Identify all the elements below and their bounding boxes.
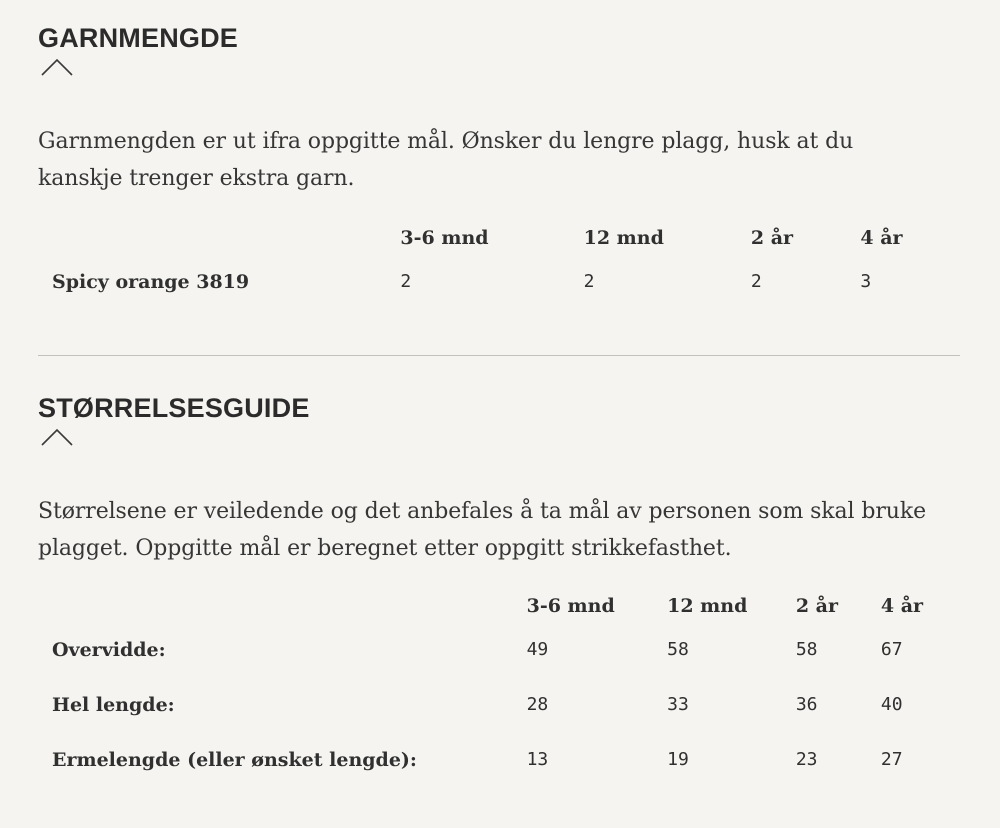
yarn-amount-section [38, 20, 960, 293]
table-cell: 2 [400, 271, 412, 292]
column-header: 2 år [750, 227, 794, 249]
yarn-amount-description: Garnmengden er ut ifra oppgitte mål. Ønsker du lengre plagg, husk at du kanskje trenger ekstra garn. [38, 129, 854, 191]
table-cell: 2 [750, 271, 762, 292]
column-header: 4 år [880, 595, 924, 617]
table-cell: 27 [880, 749, 903, 770]
column-header: 4 år [860, 227, 903, 249]
row-label: Ermelengde (eller ønsket lengde): [52, 748, 417, 771]
table-cell: 3 [860, 271, 872, 292]
table-cell: 67 [880, 639, 903, 660]
row-label: Spicy orange 3819 [52, 270, 250, 293]
table-cell: 13 [526, 749, 549, 770]
chevron-up-icon[interactable] [40, 426, 74, 448]
table-cell: 23 [795, 749, 818, 770]
table-cell: 36 [795, 694, 818, 715]
column-header [52, 590, 527, 622]
table-header-row [52, 222, 960, 254]
table-row [52, 622, 960, 677]
table-cell: 58 [667, 639, 689, 660]
table-row [52, 254, 960, 309]
table-row [52, 732, 960, 787]
table-cell: 40 [880, 694, 903, 715]
size-guide-description: Størrelsene er veiledende og det anbefales å ta mål av personen som skal bruke plagget. Oppgitte mål er beregnet etter oppgitt strikkefasthet. [38, 499, 927, 561]
size-guide-table [52, 590, 960, 787]
table-cell: 33 [667, 694, 689, 715]
column-header: 2 år [795, 595, 838, 617]
table-header-row [52, 590, 960, 622]
chevron-up-icon[interactable] [40, 56, 74, 78]
column-header [52, 222, 400, 254]
table-cell: 49 [526, 639, 549, 660]
table-cell: 2 [583, 271, 595, 292]
size-guide-section [38, 390, 960, 771]
size-guide-header[interactable] [38, 390, 438, 448]
table-cell: 19 [667, 749, 689, 770]
yarn-amount-title: GARNMENGDE [38, 23, 239, 53]
column-header: 12 mnd [583, 227, 664, 249]
section-divider [38, 355, 960, 356]
size-guide-title: STØRRELSESGUIDE [38, 393, 310, 423]
yarn-amount-header[interactable] [38, 20, 438, 78]
column-header: 12 mnd [667, 595, 748, 617]
column-header: 3-6 mnd [526, 595, 615, 617]
table-cell: 28 [526, 694, 549, 715]
column-header: 3-6 mnd [400, 227, 489, 249]
table-row [52, 677, 960, 732]
table-cell: 58 [795, 639, 818, 660]
row-label: Overvidde: [52, 638, 166, 661]
yarn-amount-table [52, 222, 960, 309]
row-label: Hel lengde: [52, 693, 175, 716]
